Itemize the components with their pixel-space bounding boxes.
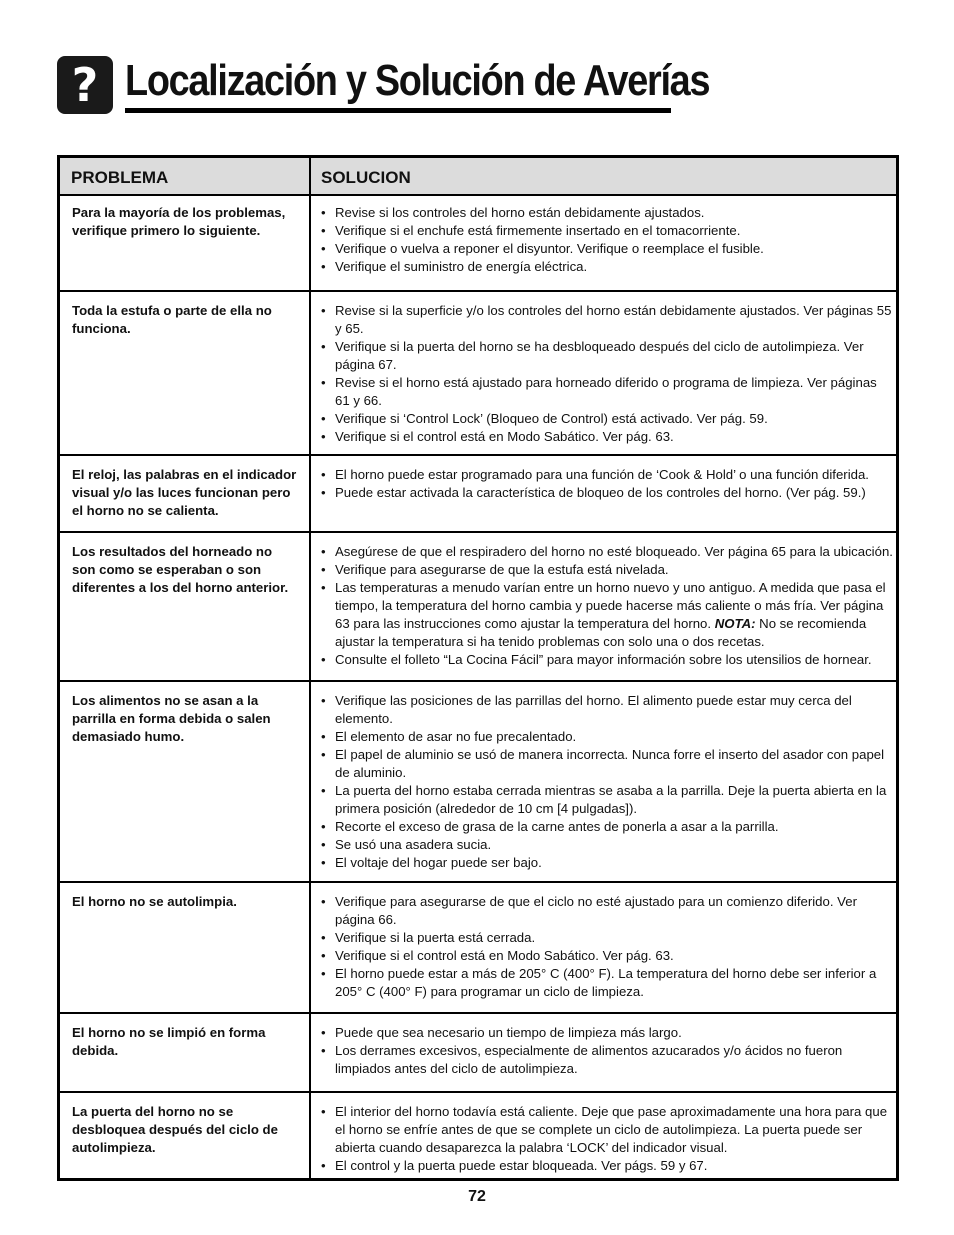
page-number: 72 [468, 1188, 486, 1205]
title-underline [125, 108, 671, 113]
solution-item: • Revise si los controles del horno están debidamente ajustados. [318, 204, 893, 222]
table-row [60, 682, 896, 883]
solution-item: • Puede estar activada la característica de bloqueo de los controles del horno. (Ver pág. 59.) [318, 484, 893, 502]
solution-item: • Recorte el exceso de grasa de la carne antes de ponerla a asar a la parrilla. [318, 818, 893, 836]
solution-item: • Verifique si el control está en Modo Sabático. Ver pág. 63. [318, 428, 893, 446]
solution-item: • Revise si la superficie y/o los controles del horno están debidamente ajustados. Ver páginas 55 y 65. [318, 302, 893, 338]
solution-item: • Verifique o vuelva a reponer el disyuntor. Verifique o reemplace el fusible. [318, 240, 893, 258]
note-text: No se recomienda ajustar la temperatura si ha tenido problemas con solo una o dos recetas. [335, 616, 867, 649]
solution-item [318, 579, 893, 651]
table-row [60, 456, 896, 533]
solution-list [318, 893, 893, 1001]
solution-item: • Verifique las posiciones de las parrillas del horno. El alimento puede estar muy cerca del elemento. [318, 692, 893, 728]
page-title: Localización y Solución de Averías [125, 56, 710, 105]
solution-list [318, 692, 893, 872]
problem-cell: Para la mayoría de los problemas, verifique primero lo siguiente. [72, 205, 286, 238]
solution-list [318, 1024, 893, 1078]
table-row [60, 533, 896, 682]
solution-item: • Verifique el suministro de energía eléctrica. [318, 258, 893, 276]
solution-item: • El horno puede estar a más de 205° C (400° F). La temperatura del horno debe ser inferior a 205° C (400° F) para programar un ciclo de limpieza. [318, 965, 893, 1001]
solution-item: • Se usó una asadera sucia. [318, 836, 893, 854]
note-label: NOTA: [714, 616, 756, 631]
solution-item: • El interior del horno todavía está caliente. Deje que pase aproximadamente una hora para que el horno se enfríe antes de que se complete un ciclo de autolimpieza. La puerta puede ser abierta cuando desaparezca la palabra ‘LOCK’ del indicador visual. [318, 1103, 893, 1157]
solution-item: • Asegúrese de que el respiradero del horno no esté bloqueado. Ver página 65 para la ubicación. [318, 543, 893, 561]
table-row [60, 292, 896, 456]
solution-item: • La puerta del horno estaba cerrada mientras se asaba a la parrilla. Deje la puerta abierta en la primera posición (alrededor de 10 cm [4 pulgadas]). [318, 782, 893, 818]
solution-item: • El elemento de asar no fue precalentado. [318, 728, 893, 746]
solution-list [318, 302, 893, 446]
solution-item: • Puede que sea necesario un tiempo de limpieza más largo. [318, 1024, 893, 1042]
problem-cell: Los resultados del horneado no son como se esperaban o son diferentes a los del horno anterior. [72, 544, 289, 595]
solution-item: • Verifique para asegurarse de que el ciclo no esté ajustado para un comienzo diferido. Ver página 66. [318, 893, 893, 929]
problem-cell: Los alimentos no se asan a la parrilla en forma debida o salen demasiado humo. [72, 693, 271, 744]
solution-item: • Verifique si la puerta del horno se ha desbloqueado después del ciclo de autolimpieza. Ver página 67. [318, 338, 893, 374]
solution-item: • Consulte el folleto “La Cocina Fácil” para mayor información sobre los utensilios de hornear. [318, 651, 893, 669]
solution-item: • Verifique si ‘Control Lock’ (Bloqueo de Control) está activado. Ver pág. 59. [318, 410, 893, 428]
solution-item: • Verifique si la puerta está cerrada. [318, 929, 893, 947]
page-header [57, 52, 710, 122]
solution-item: • Los derrames excesivos, especialmente de alimentos azucarados y/o ácidos no fueron limpiados antes del ciclo de autolimpieza. [318, 1042, 893, 1078]
problem-cell: El horno no se limpió en forma debida. [72, 1025, 266, 1058]
solution-item: • El voltaje del hogar puede ser bajo. [318, 854, 893, 872]
table-header [60, 158, 896, 196]
solution-column-header: SOLUCION [321, 168, 411, 187]
table-row [60, 1014, 896, 1093]
solution-item: • Verifique si el control está en Modo Sabático. Ver pág. 63. [318, 947, 893, 965]
solution-text: Las temperaturas a menudo varían entre un horno nuevo y uno antiguo. A medida que pasa el tiempo, la temperatura del horno cambia y puede hacerse más caliente o más fría. Ver página 63 para las instrucciones como ajustar la temperatura del horno. [335, 580, 886, 631]
table-row [60, 883, 896, 1014]
solution-item: • El papel de aluminio se usó de manera incorrecta. Nunca forre el inserto del asador con papel de aluminio. [318, 746, 893, 782]
table-row [60, 1093, 896, 1178]
table-row [60, 194, 896, 292]
troubleshooting-table [57, 155, 899, 1181]
solution-list [318, 543, 893, 669]
solution-item: • Verifique si el enchufe está firmemente insertado en el tomacorriente. [318, 222, 893, 240]
solution-list [318, 204, 893, 276]
problem-column-header: PROBLEMA [71, 168, 169, 187]
solution-item: • El horno puede estar programado para una función de ‘Cook & Hold’ o una función diferida. [318, 466, 893, 484]
solution-item: • Revise si el horno está ajustado para horneado diferido o programa de limpieza. Ver páginas 61 y 66. [318, 374, 893, 410]
solution-item: • El control y la puerta puede estar bloqueada. Ver págs. 59 y 67. [318, 1157, 893, 1175]
solution-list [318, 466, 893, 502]
solution-item: • Verifique para asegurarse de que la estufa está nivelada. [318, 561, 893, 579]
problem-cell: El reloj, las palabras en el indicador visual y/o las luces funcionan pero el horno no se calienta. [72, 467, 297, 518]
question-mark-icon: ? [57, 56, 113, 114]
problem-cell: El horno no se autolimpia. [72, 894, 237, 909]
problem-cell: La puerta del horno no se desbloquea después del ciclo de autolimpieza. [72, 1104, 278, 1155]
problem-cell: Toda la estufa o parte de ella no funciona. [72, 303, 272, 336]
solution-list [318, 1103, 893, 1175]
